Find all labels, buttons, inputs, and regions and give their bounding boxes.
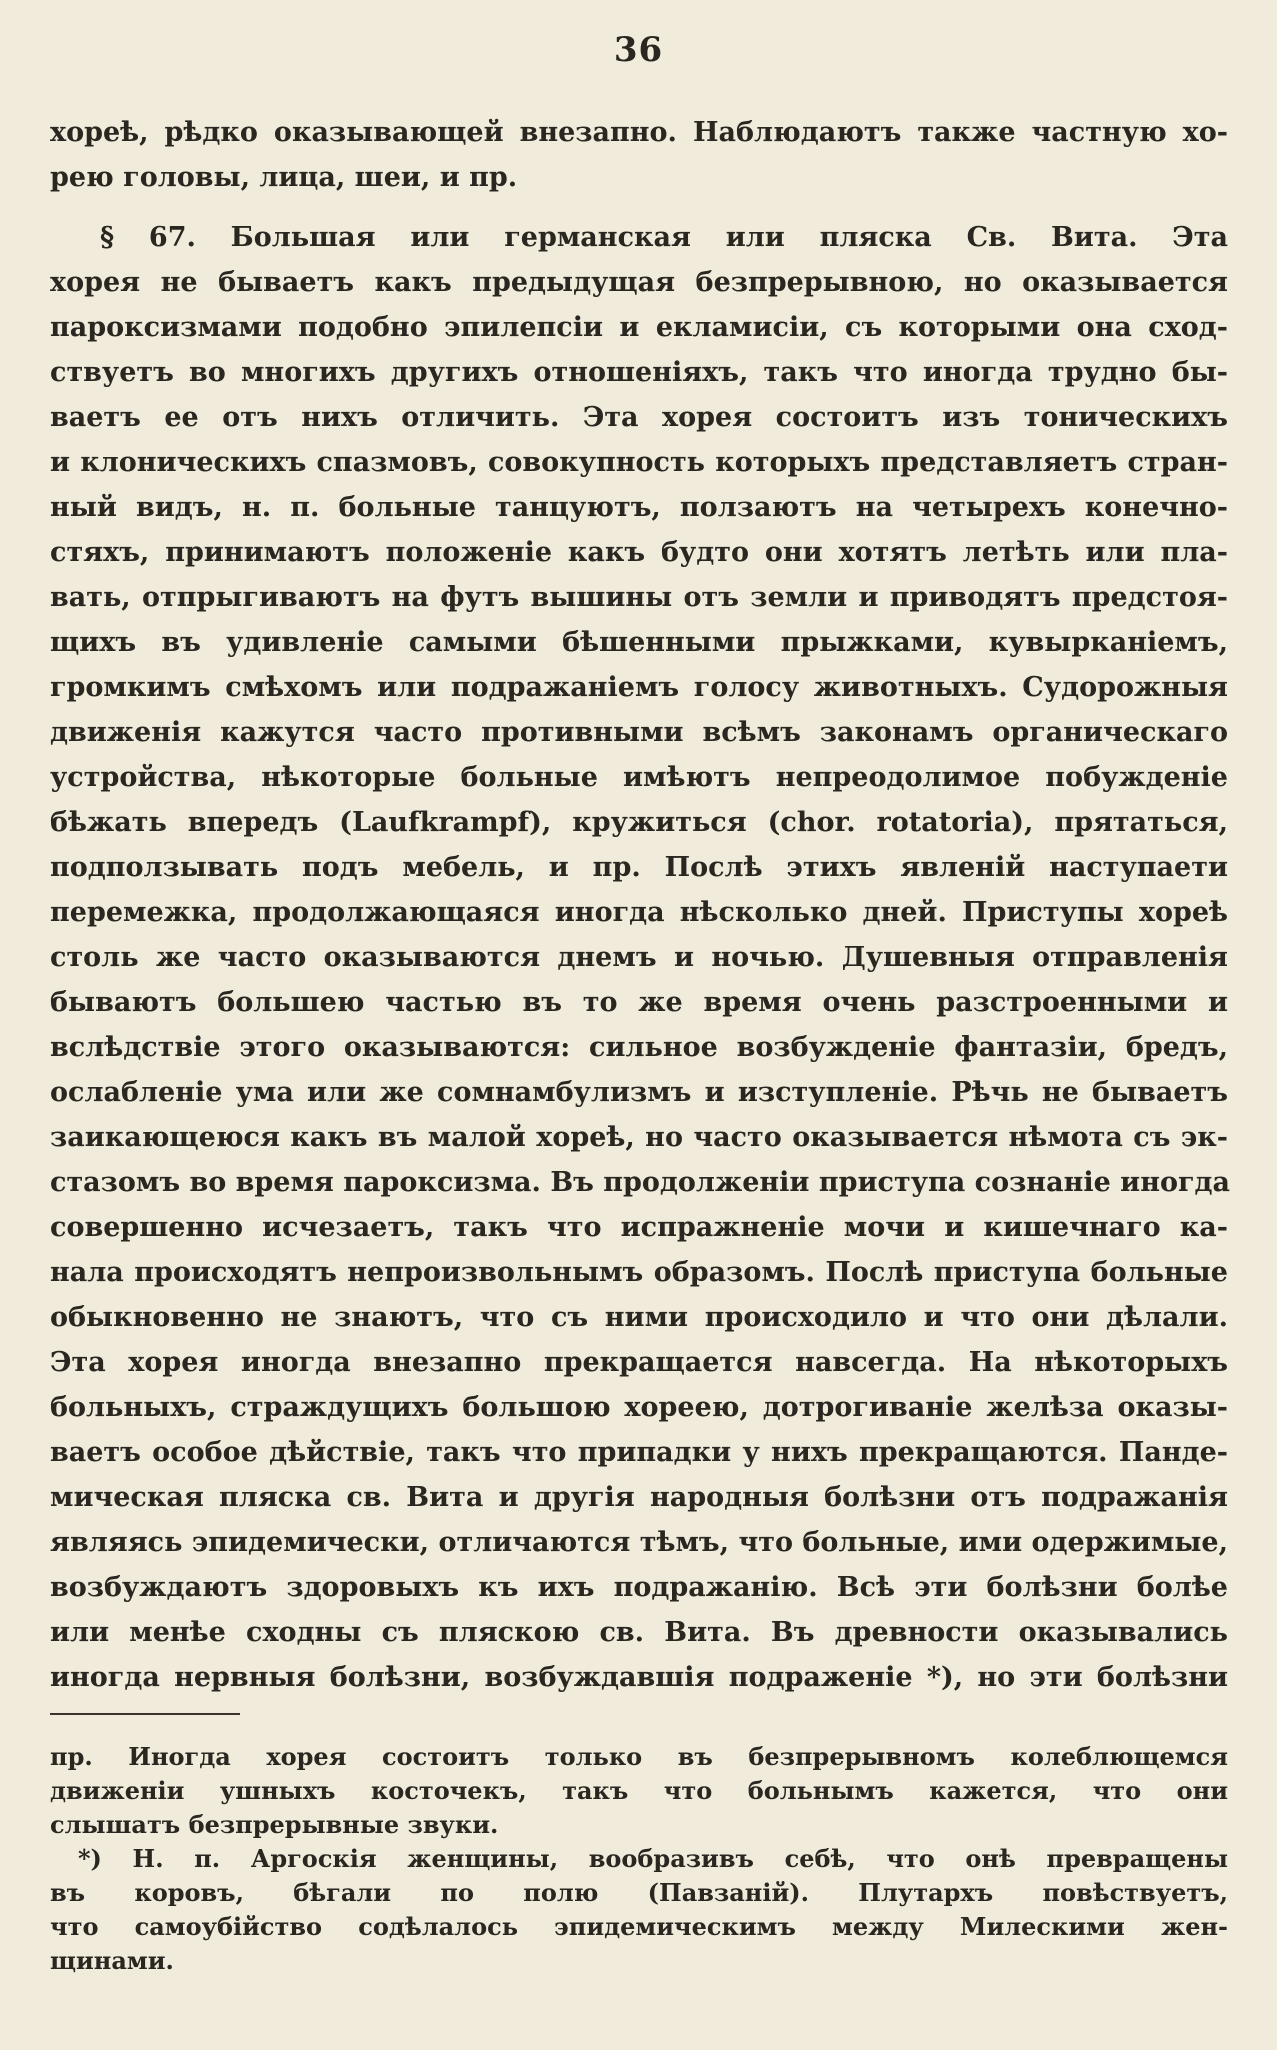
text-line: вать, отпрыгиваютъ на футъ вышины отъ земли и приводятъ предстоя- <box>50 582 1228 613</box>
text-line: Эта хорея иногда внезапно прекращается навсегда. На нѣкоторыхъ <box>50 1347 1228 1378</box>
text-line: ваетъ ее отъ нихъ отличить. Эта хорея состоитъ изъ тоническихъ <box>50 402 1228 433</box>
paragraph-section-67 <box>50 215 1228 1700</box>
text-line: подползывать подъ мебель, и пр. Послѣ этихъ явленій наступаети <box>50 852 1228 883</box>
page-number: 36 <box>613 30 664 70</box>
text-line: стазомъ во время пароксизма. Въ продолженіи приступа сознаніе иногда <box>50 1167 1230 1198</box>
text-line: возбуждаютъ здоровыхъ къ ихъ подражанію. Всѣ эти болѣзни болѣе <box>50 1572 1228 1603</box>
footnote-divider <box>50 1713 240 1715</box>
text-line: § 67. Большая или германская или пляска Св. Вита. Эта <box>100 222 1228 253</box>
footnote-line: слышатъ безпрерывные звуки. <box>50 1810 499 1839</box>
footnote-line: движеніи ушныхъ косточекъ, такъ что больнымъ кажется, что они <box>50 1776 1228 1805</box>
footnote-line: въ коровъ, бѣгали по полю (Павзаній). Плутархъ повѣствуетъ, <box>50 1878 1228 1907</box>
text-line: обыкновенно не знаютъ, что съ ними происходило и что они дѣлали. <box>50 1302 1228 1333</box>
text-line: ваетъ особое дѣйствіе, такъ что припадки у нихъ прекращаются. Панде- <box>50 1437 1228 1468</box>
text-line: движенія кажутся часто противными всѣмъ законамъ органическаго <box>50 717 1228 748</box>
footnote-line: что самоубійство содѣлалось эпидемическимъ между Милескими жен- <box>50 1912 1228 1941</box>
text-line: ствуетъ во многихъ другихъ отношеніяхъ, такъ что иногда трудно бы- <box>50 357 1228 388</box>
footnotes <box>50 1740 1228 1978</box>
text-line: больныхъ, страждущихъ большою хореею, дотрогиваніе желѣза оказы- <box>50 1392 1228 1423</box>
text-line: являясь эпидемически, отличаются тѣмъ, что больные, ими одержимые, <box>50 1527 1228 1558</box>
text-line: хореѣ, рѣдко оказывающей внезапно. Наблюдаютъ также частную хо- <box>50 117 1228 148</box>
text-line: бѣжать впередъ (Laufkrampf), кружиться (chor. rotatoria), прятаться, <box>50 807 1228 838</box>
text-line: пароксизмами подобно эпилепсіи и екламисіи, съ которыми она сход- <box>50 312 1228 343</box>
text-line: перемежка, продолжающаяся иногда нѣсколько дней. Приступы хореѣ <box>50 897 1228 928</box>
text-line: совершенно исчезаетъ, такъ что испражненіе мочи и кишечнаго ка- <box>50 1212 1228 1243</box>
text-line: мическая пляска св. Вита и другія народныя болѣзни отъ подражанія <box>50 1482 1228 1513</box>
text-line: иногда нервныя болѣзни, возбуждавшія подраженіе *), но эти болѣзни <box>50 1662 1228 1693</box>
text-line: нала происходятъ непроизвольнымъ образомъ. Послѣ приступа больные <box>50 1257 1228 1288</box>
text-line: щихъ въ удивленіе самыми бѣшенными прыжками, кувырканіемъ, <box>50 627 1228 658</box>
paragraph-continuation <box>50 110 1228 200</box>
text-line: громкимъ смѣхомъ или подражаніемъ голосу животныхъ. Судорожныя <box>50 672 1228 703</box>
text-line: стяхъ, принимаютъ положеніе какъ будто они хотятъ летѣть или пла- <box>50 537 1228 568</box>
text-line: рею головы, лица, шеи, и пр. <box>50 162 518 193</box>
text-line: и клоническихъ спазмовъ, совокупность которыхъ представляетъ стран- <box>50 447 1228 478</box>
text-line: столь же часто оказываются днемъ и ночью. Душевныя отправленія <box>50 942 1228 973</box>
text-line: или менѣе сходны съ пляскою св. Вита. Въ древности оказывались <box>50 1617 1228 1648</box>
text-line: заикающеюся какъ въ малой хореѣ, но часто оказывается нѣмота съ эк- <box>50 1122 1228 1153</box>
text-line: ный видъ, н. п. больные танцуютъ, ползаютъ на четырехъ конечно- <box>50 492 1228 523</box>
text-line: бываютъ большею частью въ то же время очень разстроенными и <box>50 987 1228 1018</box>
text-line: хорея не бываетъ какъ предыдущая безпрерывною, но оказывается <box>50 267 1228 298</box>
text-line: ослабленіе ума или же сомнамбулизмъ и изступленіе. Рѣчь не бываетъ <box>50 1077 1228 1108</box>
footnote-line: пр. Иногда хорея состоитъ только въ безпрерывномъ колеблющемся <box>50 1742 1228 1771</box>
footnote-line: *) Н. п. Аргоскія женщины, вообразивъ себѣ, что онѣ превращены <box>78 1844 1228 1873</box>
footnote-line: щинами. <box>50 1946 174 1975</box>
text-line: устройства, нѣкоторые больные имѣютъ непреодолимое побужденіе <box>50 762 1228 793</box>
text-line: вслѣдствіе этого оказываются: сильное возбужденіе фантазіи, бредъ, <box>50 1032 1228 1063</box>
